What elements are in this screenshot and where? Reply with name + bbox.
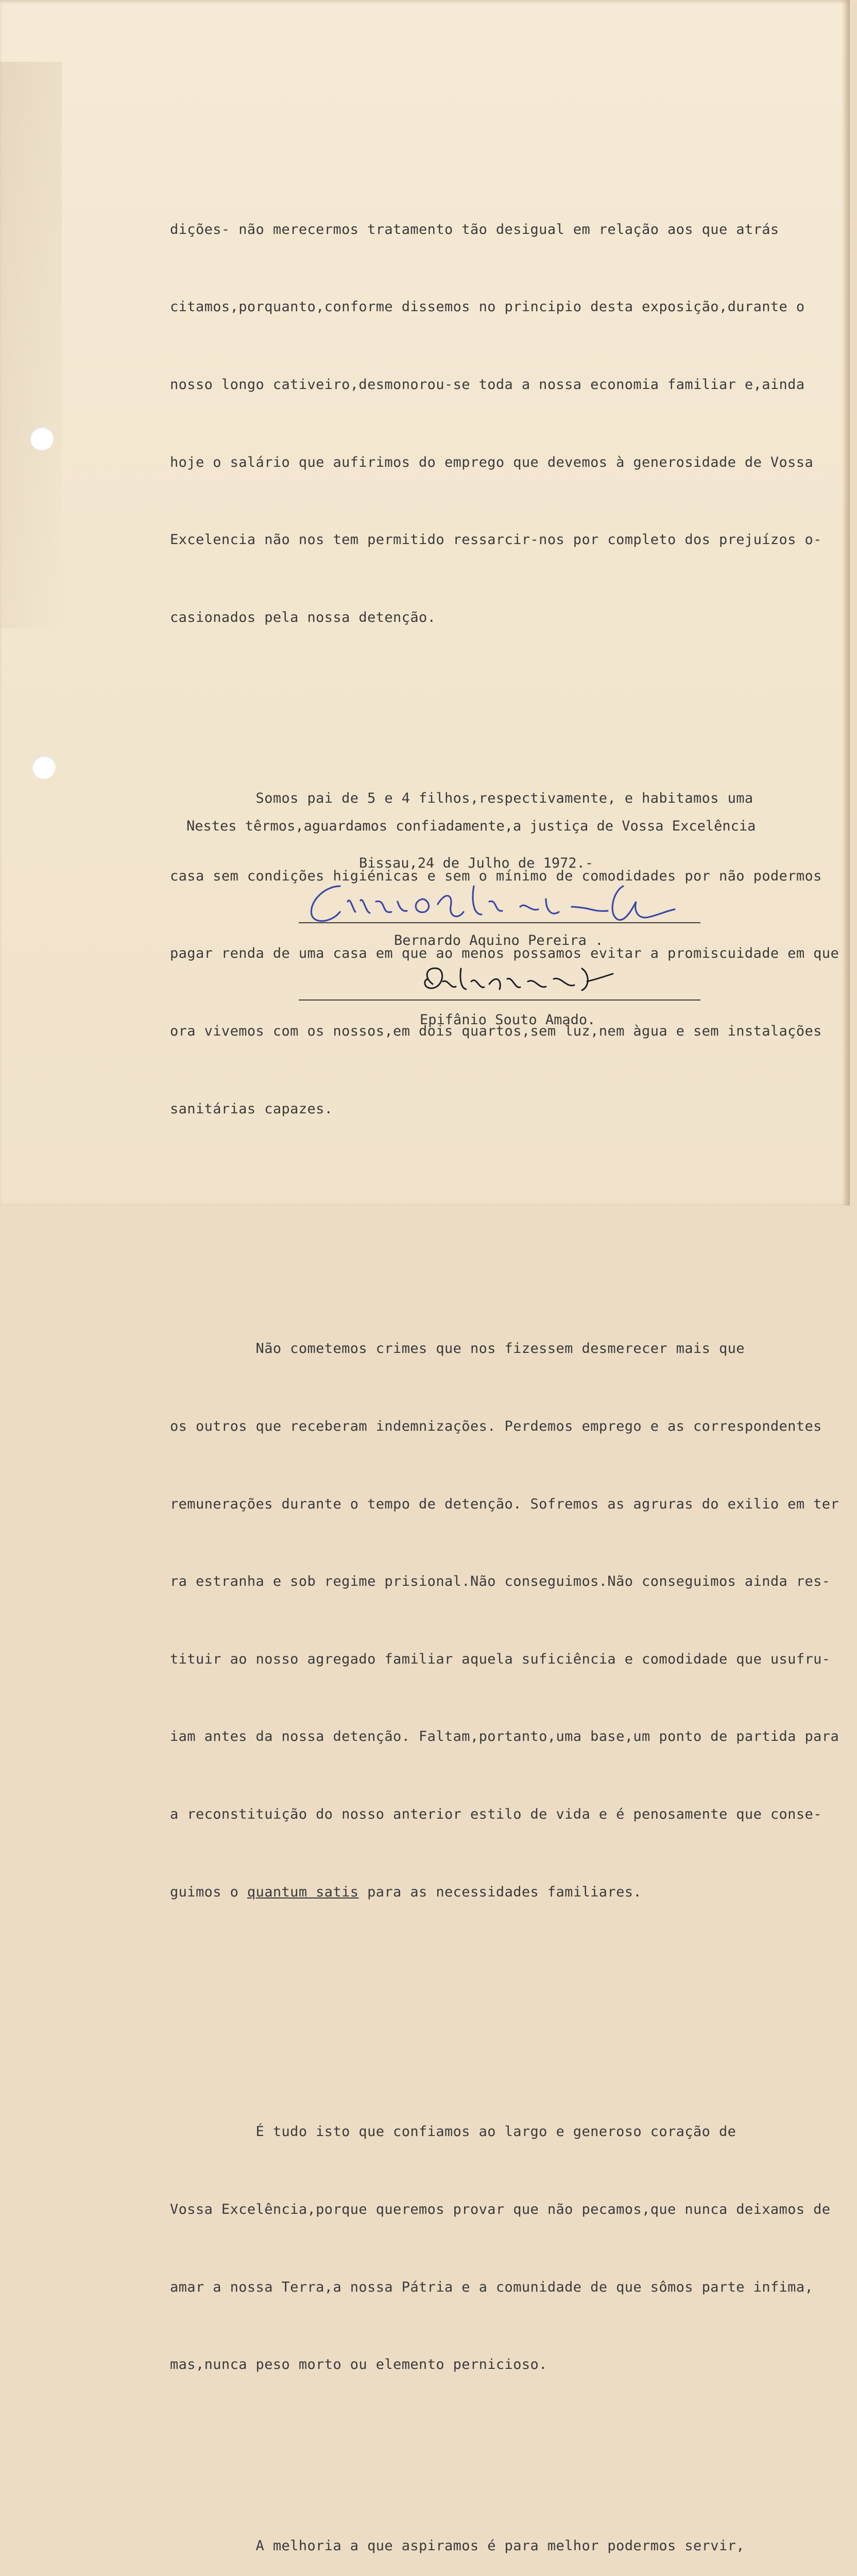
text-line: a reconstituição do nosso anterior estilo de vida e é penosamente que conse- [170,1806,822,1822]
text-line: mas,nunca peso morto ou elemento pernicioso. [170,2357,547,2373]
text-line: nosso longo cativeiro,desmonorou-se toda a nossa economia familiar e,ainda [170,377,805,393]
text-line: Excelencia não nos tem permitido ressarcir-nos por completo dos prejuízos o- [170,532,822,548]
letter-body [170,113,845,2576]
paragraph-3 [170,1284,845,1957]
punch-hole-top [30,427,54,450]
signature-line-2 [299,999,700,1001]
paragraph-5 [170,2481,845,2576]
text-line: Somos pai de 5 e 4 filhos,respectivamente, e habitamos uma [170,790,753,807]
text-line: Vossa Excelência,porque queremos provar que não pecamos,que nunca deixamos de [170,2201,831,2217]
text-line: citamos,porquanto,conforme dissemos no principio desta exposição,durante o [170,299,805,315]
text-line: casa sem condições higiénicas e sem o mínimo de comodidades por não podermos [170,868,822,884]
text-line: É tudo isto que confiamos ao largo e generoso coração de [170,2124,736,2140]
closing-line: Nestes têrmos,aguardamos confiadamente,a justiça de Vossa Excelência [186,818,756,834]
text-fragment: para as necessidades familiares. [358,1884,642,1900]
text-line: Não cometemos crimes que nos fizessem desmerecer mais que [170,1341,745,1357]
text-fragment: guimos o [170,1884,247,1900]
signature-line-1 [299,922,700,923]
paragraph-4 [170,2067,845,2430]
text-line: tituir ao nosso agregado familiar aquela suficiência e comodidade que usufru- [170,1651,831,1667]
punch-hole-bottom [32,755,56,779]
paper-stain [0,62,62,629]
text-line [170,1879,845,1905]
underlined-latin-phrase: quantum satis [247,1884,359,1900]
text-line: remunerações durante o tempo de detenção. Sofremos as agruras do exilio em ter [170,1496,839,1512]
text-line: hoje o salário que aufirimos do emprego que devemos à generosidade de Vossa [170,454,814,470]
text-line: os outros que receberam indemnizações. Perdemos emprego e as correspondentes [170,1418,822,1434]
text-line: dições- não merecermos tratamento tão desigual em relação aos que atrás [170,221,779,238]
text-line: sanitárias capazes. [170,1100,333,1117]
text-line: casionados pela nossa detenção. [170,609,436,625]
text-line: iam antes da nossa detenção. Faltam,portanto,uma base,um ponto de partida para [170,1728,839,1745]
signature-epifanio [412,953,628,1005]
signature-bernardo [304,871,706,933]
paragraph-1 [170,165,845,682]
signatory-name-1: Bernardo Aquino Pereira . [394,933,604,948]
text-line: pagar renda de uma casa em que ao menos possamos evitar a promiscuidade em que [170,945,839,962]
text-line: ra estranha e sob regime prisional.Não conseguimos.Não conseguimos ainda res- [170,1573,831,1590]
signatory-name-2: Epifânio Souto Amado. [420,1012,596,1028]
text-line: amar a nossa Terra,a nossa Pátria e a comunidade de que sômos parte infima, [170,2279,814,2295]
text-line: A melhoria a que aspiramos é para melhor podermos servir, [170,2537,745,2554]
date-line: Bissau,24 de Julho de 1972.- [359,855,594,871]
text-line: ora vivemos com os nossos,em dois quartos,sem luz,nem àgua e sem instalações [170,1023,822,1039]
